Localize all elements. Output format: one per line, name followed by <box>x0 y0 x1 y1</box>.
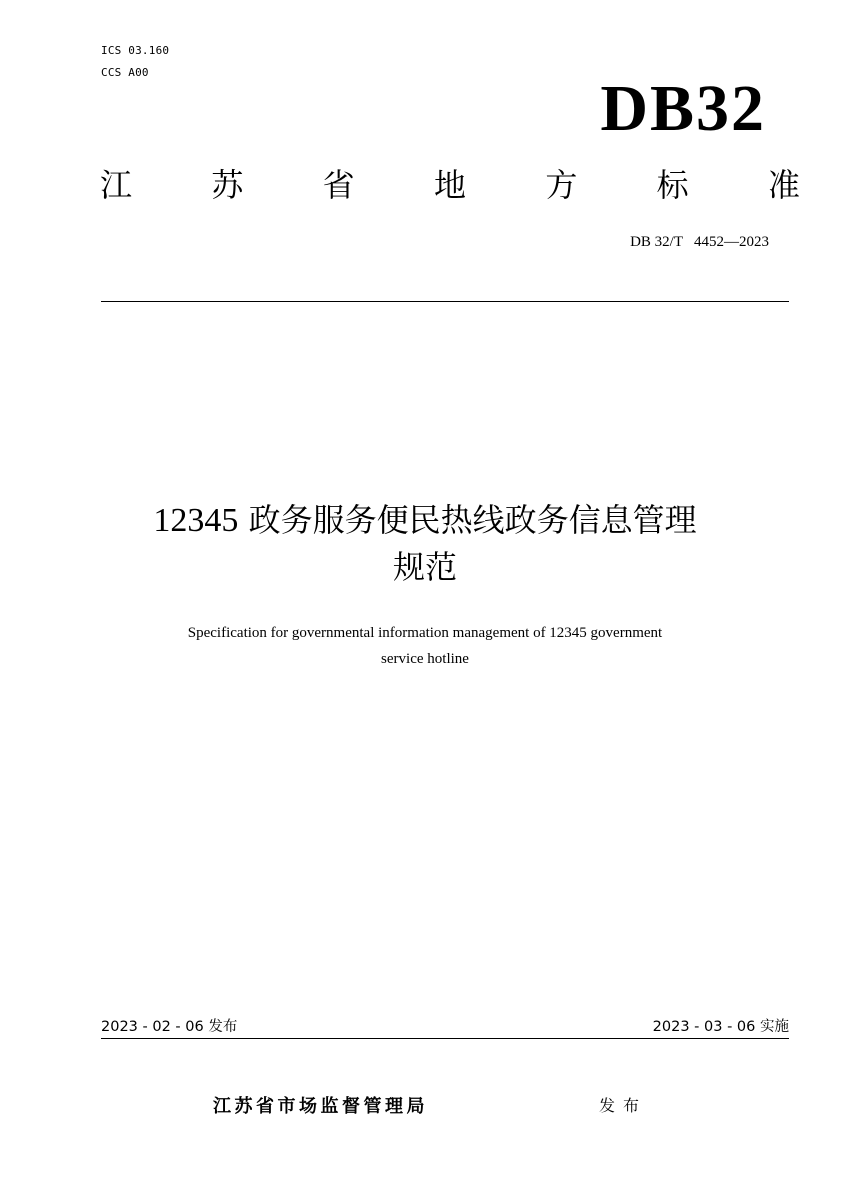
title-zh-text: 政务服务便民热线政务信息管理 <box>238 501 697 539</box>
standard-type-heading <box>100 160 800 210</box>
title-en-line1: Specification for governmental information management of 12345 government <box>187 625 663 641</box>
document-title-en <box>100 620 750 672</box>
title-zh-line1 <box>80 497 770 544</box>
title-en-line2: service hotline <box>381 651 469 667</box>
standard-type-char: 方 <box>545 166 578 204</box>
issuing-authority: 江苏省市场监督管理局 <box>213 1096 428 1117</box>
standard-number: DB 32/T 4452—2023 <box>630 234 769 250</box>
ics-code: ICS 03.160 <box>101 44 170 57</box>
standard-type-char: 省 <box>322 166 355 204</box>
standard-type-char: 标 <box>656 166 689 204</box>
standard-type-char: 地 <box>433 166 466 204</box>
document-title-zh <box>80 497 770 591</box>
title-zh-number: 12345 <box>153 502 239 539</box>
ccs-code: CCS A00 <box>101 66 149 79</box>
header-divider <box>101 301 789 302</box>
standard-type-char: 准 <box>767 166 800 204</box>
standard-logo: DB32 <box>600 72 766 145</box>
issue-date: 2023 - 02 - 06 发布 <box>101 1019 238 1035</box>
effective-date: 2023 - 03 - 06 实施 <box>652 1019 789 1035</box>
date-row <box>101 1016 789 1039</box>
standard-type-char: 苏 <box>211 166 244 204</box>
publish-label: 发布 <box>599 1096 648 1115</box>
title-zh-line2: 规范 <box>392 548 457 586</box>
standard-type-char: 江 <box>100 166 133 204</box>
